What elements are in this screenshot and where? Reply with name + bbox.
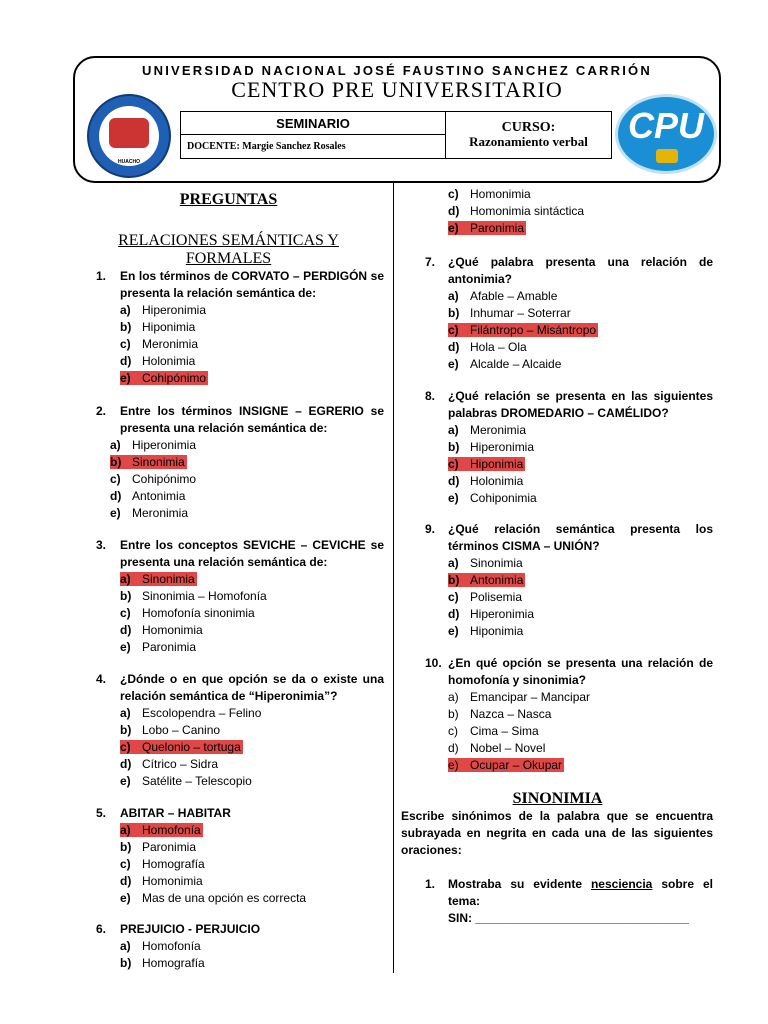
answer-option: b) Nazca – Nasca bbox=[448, 707, 552, 721]
question-number: 10. bbox=[425, 656, 442, 670]
answer-option: c) Cima – Sima bbox=[448, 724, 539, 738]
seminario-label: SEMINARIO bbox=[181, 112, 446, 135]
answer-option: e) Alcalde – Alcaide bbox=[448, 357, 562, 371]
cpu-logo bbox=[615, 94, 717, 174]
answer-option: b) Antonimia bbox=[448, 573, 524, 587]
sinonimia-heading: SINONIMIA bbox=[512, 790, 603, 807]
cpu-logo-text: CPU bbox=[627, 105, 704, 146]
question-text: Entre los términos INSIGNE – EGRERIO se presenta una relación semántica de: bbox=[120, 404, 384, 435]
question-text: ¿Qué relación se presenta en las siguientes palabras DROMEDARIO – CAMÉLIDO? bbox=[448, 389, 713, 420]
question-number: 9. bbox=[425, 522, 436, 536]
question-number: 4. bbox=[96, 672, 107, 686]
answer-option: a) Hiperonimia bbox=[120, 303, 207, 317]
answer-option: e) Hiponimia bbox=[448, 624, 524, 638]
question-number: 2. bbox=[96, 404, 107, 418]
question-text: ¿Dónde o en que opción se da o existe una relación semántica de “Hiperonimia”? bbox=[120, 672, 384, 703]
answer-option: d) Holonimia bbox=[448, 474, 524, 488]
question-number: 1. bbox=[96, 269, 107, 283]
answer-option: a) Emancipar – Mancipar bbox=[448, 690, 591, 704]
answer-option: b) Sinonimia bbox=[110, 455, 185, 469]
answer-option: a) Sinonimia bbox=[448, 556, 523, 570]
answer-option: c) Polisemia bbox=[448, 590, 523, 604]
answer-option: d) Nobel – Novel bbox=[448, 741, 546, 755]
question-text: Entre los conceptos SEVICHE – CEVICHE se presenta una relación semántica de: bbox=[120, 538, 384, 569]
answer-option: b) Sinonimia – Homofonía bbox=[120, 589, 267, 603]
answer-option: a) Sinonimia bbox=[120, 572, 195, 586]
answer-option: e) Meronimia bbox=[110, 506, 189, 520]
answer-option: e) Paronimia bbox=[448, 221, 525, 235]
questions-heading: PREGUNTAS bbox=[179, 191, 278, 208]
answer-option: c) Filántropo – Misántropo bbox=[448, 323, 597, 337]
column-divider bbox=[393, 183, 394, 973]
answer-option: b) Lobo – Canino bbox=[120, 723, 221, 737]
answer-option: c) Meronimia bbox=[120, 337, 199, 351]
answer-option: c) Cohipónimo bbox=[110, 472, 197, 486]
answer-option: e) Ocupar – Okupar bbox=[448, 758, 563, 772]
answer-option: e) Cohiponimia bbox=[448, 491, 537, 505]
answer-option: d) Hiperonimia bbox=[448, 607, 535, 621]
question-text: ABITAR – HABITAR bbox=[120, 806, 231, 820]
answer-option: a) Afable – Amable bbox=[448, 289, 558, 303]
answer-option: d) Antonimia bbox=[110, 489, 186, 503]
university-seal-logo bbox=[87, 94, 171, 178]
question-number: 8. bbox=[425, 389, 436, 403]
section-heading: RELACIONES SEMÁNTICAS Y FORMALES bbox=[118, 232, 339, 267]
question-text: ¿Qué palabra presenta una relación de antonimia? bbox=[448, 255, 713, 286]
answer-option: e) Cohipónimo bbox=[120, 371, 207, 385]
answer-option: d) Hola – Ola bbox=[448, 340, 527, 354]
answer-option: c) Homofonía sinonimia bbox=[120, 606, 255, 620]
answer-option: d) Holonimia bbox=[120, 354, 196, 368]
question-text: ¿Qué relación semántica presenta los términos CISMA – UNIÓN? bbox=[448, 522, 713, 553]
answer-option: b) Hiperonimia bbox=[448, 440, 535, 454]
answer-option: e) Mas de una opción es correcta bbox=[120, 891, 307, 905]
answer-option: c) Hiponimia bbox=[448, 457, 524, 471]
center-title: CENTRO PRE UNIVERSITARIO bbox=[231, 77, 563, 102]
answer-option: c) Homografía bbox=[120, 857, 205, 871]
answer-option: d) Homonimia bbox=[120, 623, 203, 637]
seal-caption: HUACHO bbox=[118, 159, 140, 165]
answer-option: e) Satélite – Telescopio bbox=[120, 774, 252, 788]
synonym-answer-line: SIN: ________________________________ bbox=[448, 911, 689, 925]
answer-option: a) Homofonía bbox=[120, 939, 201, 953]
exercise-target-word: nesciencia bbox=[590, 877, 653, 891]
answer-option: d) Cítrico – Sidra bbox=[120, 757, 219, 771]
question-number: 7. bbox=[425, 255, 436, 269]
answer-option: c) Homonimia bbox=[448, 187, 531, 201]
university-name: UNIVERSIDAD NACIONAL JOSÉ FAUSTINO SANCHEZ CARRIÓN bbox=[142, 63, 652, 78]
question-text: En los términos de CORVATO – PERDIGÓN se presenta la relación semántica de: bbox=[120, 269, 384, 300]
answer-option: a) Escolopendra – Felino bbox=[120, 706, 262, 720]
course-value: Razonamiento verbal bbox=[469, 134, 588, 149]
course-cell bbox=[446, 112, 612, 159]
question-number: 3. bbox=[96, 538, 107, 552]
sinonimia-instructions: Escribe sinónimos de la palabra que se encuentra subrayada en negrita en cada una de las siguientes oraciones: bbox=[401, 809, 713, 857]
answer-option: a) Homofonía bbox=[120, 823, 201, 837]
exercise-sentence: Mostraba su evidente nesciencia sobre el tema: bbox=[448, 877, 713, 908]
answer-option: c) Quelonio – tortuga bbox=[120, 740, 241, 754]
answer-option: b) Homografía bbox=[120, 956, 205, 970]
course-info-table bbox=[180, 111, 612, 159]
question-number: 5. bbox=[96, 806, 107, 820]
question-text: PREJUICIO - PERJUICIO bbox=[120, 922, 261, 936]
exercise-number: 1. bbox=[425, 877, 436, 891]
answer-option: b) Paronimia bbox=[120, 840, 197, 854]
answer-option: b) Inhumar – Soterrar bbox=[448, 306, 571, 320]
answer-option: d) Homonimia sintáctica bbox=[448, 204, 585, 218]
answer-option: b) Hiponimia bbox=[120, 320, 196, 334]
answer-option: a) Hiperonimia bbox=[110, 438, 197, 452]
course-label: CURSO: bbox=[501, 120, 556, 135]
question-number: 6. bbox=[96, 922, 107, 936]
question-text: ¿En qué opción se presenta una relación de homofonía y sinonimia? bbox=[448, 656, 713, 687]
document-header bbox=[73, 56, 721, 183]
answer-option: e) Paronimia bbox=[120, 640, 197, 654]
answer-option: a) Meronimia bbox=[448, 423, 527, 437]
answer-option: d) Homonimia bbox=[120, 874, 203, 888]
teacher-name: DOCENTE: Margie Sanchez Rosales bbox=[181, 135, 446, 159]
